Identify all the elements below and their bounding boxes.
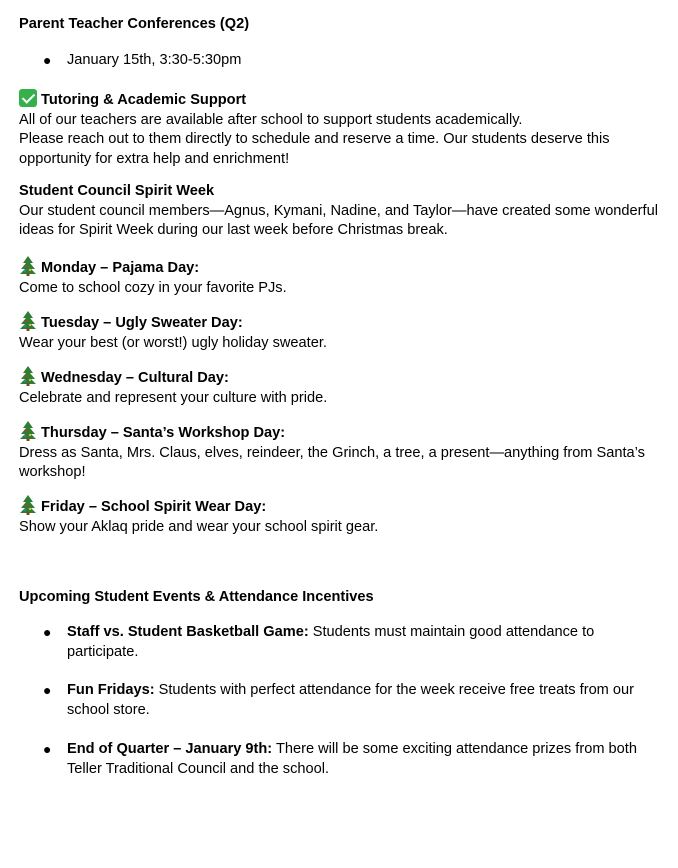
christmas-tree-icon [19, 495, 37, 515]
event-title: Fun Fridays: [67, 682, 155, 698]
day-title: Thursday – Santa’s Workshop Day: [41, 425, 286, 441]
day-text: Show your Aklaq pride and wear your school spirit gear. [19, 518, 379, 535]
council-text: Our student council members—Agnus, Kymani, Nadine, and Taylor—have created some wonderful ideas for Spirit Week during our last week before Christmas break. [19, 202, 658, 238]
day-text: Come to school cozy in your favorite PJs. [19, 279, 287, 296]
tutoring-line-1: All of our teachers are available after school to support students academically. [19, 111, 523, 128]
events-heading: Upcoming Student Events & Attendance Incentives [19, 589, 374, 605]
check-mark-icon [19, 89, 37, 107]
day-wednesday [19, 366, 659, 408]
council-section [19, 182, 659, 241]
day-thursday [19, 421, 659, 483]
ptc-bullet-text: January 15th, 3:30-5:30pm [67, 52, 242, 68]
christmas-tree-icon [19, 366, 37, 386]
event-text: There will be some exciting attendance prizes from both Teller Traditional Council and the school. [67, 741, 637, 777]
christmas-tree-icon [19, 311, 37, 331]
bullet-dot: ● [43, 624, 52, 640]
bullet-dot: ● [43, 52, 52, 68]
council-heading: Student Council Spirit Week [19, 183, 215, 199]
tutoring-heading: Tutoring & Academic Support [41, 92, 247, 108]
day-tuesday [19, 311, 659, 353]
event-text: Students with perfect attendance for the week receive free treats from our school store. [67, 682, 634, 718]
event-title: Staff vs. Student Basketball Game: [67, 624, 309, 640]
ptc-heading: Parent Teacher Conferences (Q2) [19, 16, 250, 32]
day-text: Wear your best (or worst!) ugly holiday sweater. [19, 334, 327, 351]
day-title: Monday – Pajama Day: [41, 260, 200, 276]
christmas-tree-icon [19, 421, 37, 441]
tutoring-section [19, 89, 659, 169]
day-monday [19, 256, 659, 298]
day-text: Celebrate and represent your culture with pride. [19, 389, 328, 406]
bullet-dot: ● [43, 741, 52, 757]
event-title: End of Quarter – January 9th: [67, 741, 273, 757]
day-title: Friday – School Spirit Wear Day: [41, 499, 267, 515]
christmas-tree-icon [19, 256, 37, 276]
day-title: Tuesday – Ugly Sweater Day: [41, 315, 243, 331]
day-friday [19, 495, 659, 537]
bullet-dot: ● [43, 682, 52, 698]
event-text: Students must maintain good attendance to participate. [67, 624, 595, 660]
day-text: Dress as Santa, Mrs. Claus, elves, reindeer, the Grinch, a tree, a present—anything from Santa’s workshop! [19, 444, 645, 480]
day-title: Wednesday – Cultural Day: [41, 370, 229, 386]
tutoring-line-2: Please reach out to them directly to schedule and reserve a time. Our students deserve this opportunity for extra help and enrichment! [19, 131, 610, 167]
